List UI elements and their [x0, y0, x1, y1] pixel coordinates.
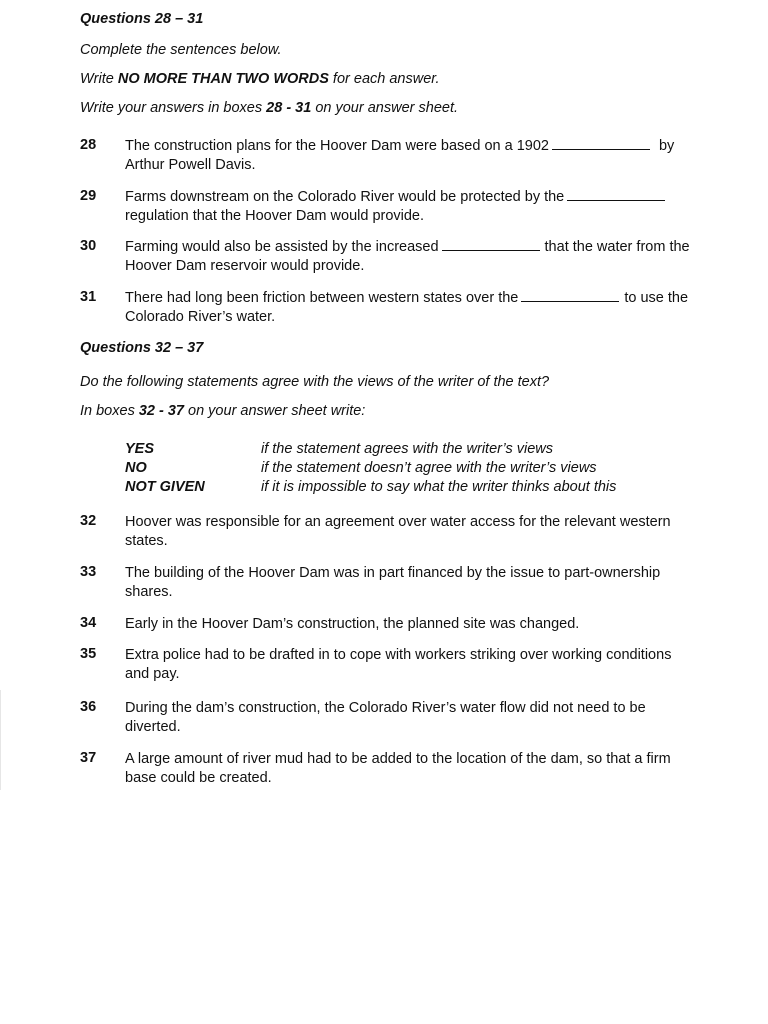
question-text [125, 238, 715, 276]
instruction-word-limit [80, 71, 440, 87]
statement-text-line: A large amount of river mud had to be added to the location of the dam, so that a firm [125, 751, 671, 767]
question-text-line: Hoover Dam reservoir would provide. [125, 258, 365, 274]
question-text-part: Farming would also be assisted by the increased [125, 239, 439, 255]
question-text-part: There had long been friction between western states over the [125, 290, 519, 306]
answer-key-row [125, 440, 645, 459]
statement-number: 32 [80, 513, 97, 529]
instruction-text: Write [80, 71, 118, 87]
page-edge-divider [0, 690, 1, 790]
answer-blank[interactable] [442, 238, 540, 251]
statement-text [125, 750, 715, 788]
section-heading-28-31: Questions 28 – 31 [80, 11, 204, 27]
question-text-part: to use the [624, 290, 689, 306]
answer-key-term: NO [125, 460, 147, 476]
answer-key-definition: if it is impossible to say what the writer thinks about this [261, 479, 617, 495]
statement-text-line: shares. [125, 584, 173, 600]
statement-text-line: Hoover was responsible for an agreement over water access for the relevant western [125, 514, 671, 530]
question-number: 28 [80, 137, 97, 153]
answer-key-term: YES [125, 441, 155, 457]
instruction-text: Write your answers in boxes [80, 100, 267, 116]
question-text-line: regulation that the Hoover Dam would provide. [125, 208, 425, 224]
statement-text [125, 699, 715, 737]
instruction-agree: Do the following statements agree with the views of the writer of the text? [80, 374, 550, 390]
answer-blank[interactable] [521, 289, 619, 302]
question-text [125, 289, 715, 327]
question-text [125, 188, 715, 226]
question-text-part: Farms downstream on the Colorado River would be protected by the [125, 189, 565, 205]
instruction-emphasis: 32 - 37 [138, 403, 184, 419]
statement-text-line: Early in the Hoover Dam’s construction, the planned site was changed. [125, 616, 580, 632]
answer-key-row [125, 459, 645, 478]
question-text-part: that the water from the [544, 239, 690, 255]
answer-key-row [125, 478, 645, 497]
instruction-emphasis: 28 - 31 [266, 100, 312, 116]
statement-text-line: Extra police had to be drafted in to cope with workers striking over working conditions [125, 647, 672, 663]
statement-text-line: base could be created. [125, 770, 272, 786]
statement-number: 33 [80, 564, 97, 580]
statement-number: 37 [80, 750, 97, 766]
instruction-emphasis: NO MORE THAN TWO WORDS [117, 71, 329, 87]
question-number: 30 [80, 238, 97, 254]
statement-text-line: states. [125, 533, 168, 549]
instruction-text: for each answer. [328, 71, 440, 87]
section-heading-32-37: Questions 32 – 37 [80, 340, 204, 356]
question-number: 31 [80, 289, 97, 305]
statement-text-line: diverted. [125, 719, 181, 735]
answer-key-definition: if the statement doesn’t agree with the writer’s views [261, 460, 597, 476]
question-number: 29 [80, 188, 97, 204]
question-text-line: Arthur Powell Davis. [125, 157, 256, 173]
answer-key-table [125, 440, 645, 497]
statement-text [125, 513, 715, 551]
instruction-answer-boxes [80, 100, 458, 116]
answer-blank[interactable] [552, 137, 650, 150]
statement-number: 34 [80, 615, 97, 631]
instruction-text: on your answer sheet write: [184, 403, 366, 419]
question-text-line: Colorado River’s water. [125, 309, 276, 325]
answer-blank[interactable] [567, 188, 665, 201]
answer-key-definition: if the statement agrees with the writer’s views [261, 441, 554, 457]
statement-text-line: The building of the Hoover Dam was in part financed by the issue to part-ownership [125, 565, 661, 581]
statement-text [125, 646, 715, 684]
instruction-complete: Complete the sentences below. [80, 42, 282, 58]
instruction-answer-boxes [80, 403, 365, 419]
statement-text [125, 615, 715, 634]
statement-text-line: During the dam’s construction, the Colorado River’s water flow did not need to be [125, 700, 646, 716]
question-text [125, 137, 715, 175]
instruction-text: on your answer sheet. [311, 100, 459, 116]
answer-key-term: NOT GIVEN [125, 479, 205, 495]
statement-number: 35 [80, 646, 97, 662]
statement-number: 36 [80, 699, 97, 715]
question-text-part: by [658, 138, 675, 154]
statement-text-line: and pay. [125, 666, 180, 682]
statement-text [125, 564, 715, 602]
question-text-part: The construction plans for the Hoover Dam were based on a 1902 [125, 138, 549, 154]
instruction-text: In boxes [80, 403, 139, 419]
